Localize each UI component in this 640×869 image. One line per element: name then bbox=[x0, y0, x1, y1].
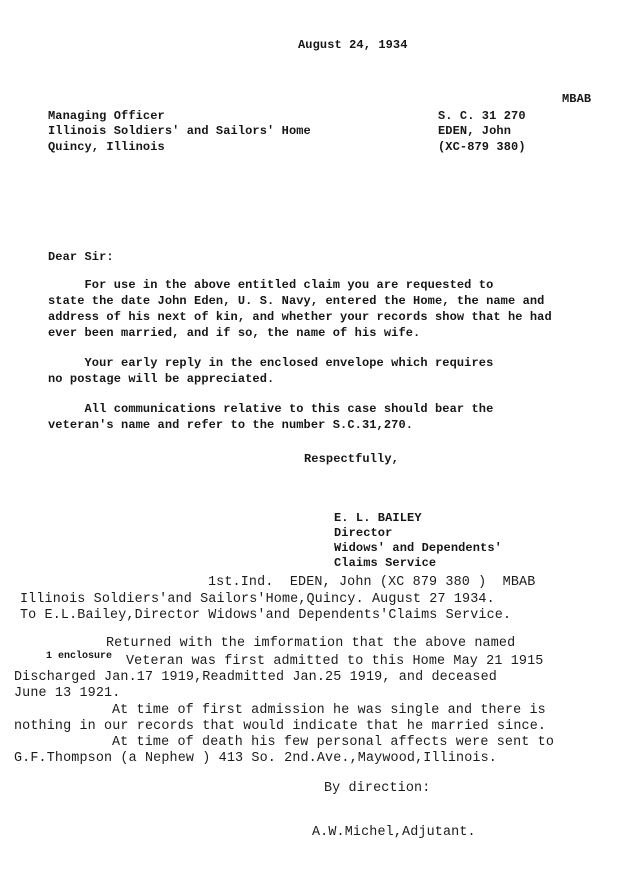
office-code: MBAB bbox=[562, 92, 592, 106]
claim-line: EDEN, John bbox=[438, 124, 512, 138]
paragraph-line: ever been married, and if so, the name of his wife. bbox=[48, 326, 421, 340]
indorsement-line: At time of death his few personal affects were sent to bbox=[112, 735, 555, 750]
paragraph-line: address of his next of kin, and whether your records show that he had bbox=[48, 310, 552, 324]
recipient-line: Quincy, Illinois bbox=[48, 140, 165, 154]
indorsement-line: June 13 1921. bbox=[14, 686, 121, 701]
closing: Respectfully, bbox=[304, 452, 399, 466]
paragraph-line: state the date John Eden, U. S. Navy, entered the Home, the name and bbox=[48, 294, 545, 308]
indorsement-line: To E.L.Bailey,Director Widows'and Dependents'Claims Service. bbox=[20, 608, 512, 623]
paragraph-line: veteran's name and refer to the number S.C.31,270. bbox=[48, 418, 414, 432]
recipient-line: Managing Officer bbox=[48, 109, 165, 123]
salutation: Dear Sir: bbox=[48, 250, 114, 264]
signature-line: Widows' and Dependents' bbox=[334, 541, 502, 555]
indorsement-line: 1st.Ind. EDEN, John (XC 879 380 ) MBAB bbox=[208, 575, 536, 590]
paragraph-line: no postage will be appreciated. bbox=[48, 372, 275, 386]
indorsement-line: Illinois Soldiers'and Sailors'Home,Quincy. August 27 1934. bbox=[20, 592, 495, 607]
indorsement-line: Returned with the imformation that the above named bbox=[106, 636, 516, 651]
letter-date: August 24, 1934 bbox=[298, 38, 408, 52]
indorsement-line: G.F.Thompson (a Nephew ) 413 So. 2nd.Ave.,Maywood,Illinois. bbox=[14, 751, 497, 766]
indorsement-line: At time of first admission he was single and there is bbox=[112, 703, 546, 718]
indorsement-line: Discharged Jan.17 1919,Readmitted Jan.25 1919, and deceased bbox=[14, 670, 497, 685]
signature-line: Claims Service bbox=[334, 556, 437, 570]
by-direction: By direction: bbox=[324, 781, 431, 796]
claim-line: (XC-879 380) bbox=[438, 140, 526, 154]
indorsement-line: Veteran was first admitted to this Home May 21 1915 bbox=[126, 654, 544, 669]
signature-line: E. L. BAILEY bbox=[334, 511, 422, 525]
paragraph-line: All communications relative to this case should bear the bbox=[48, 402, 494, 416]
recipient-line: Illinois Soldiers' and Sailors' Home bbox=[48, 124, 311, 138]
enclosure-note: 1 enclosure bbox=[46, 651, 113, 662]
paragraph-line: Your early reply in the enclosed envelope which requires bbox=[48, 356, 494, 370]
signature-line: Director bbox=[334, 526, 393, 540]
paragraph-line: For use in the above entitled claim you are requested to bbox=[48, 278, 494, 292]
adjutant-signature: A.W.Michel,Adjutant. bbox=[312, 825, 476, 840]
indorsement-line: nothing in our records that would indicate that he married since. bbox=[14, 719, 547, 734]
claim-line: S. C. 31 270 bbox=[438, 109, 526, 123]
